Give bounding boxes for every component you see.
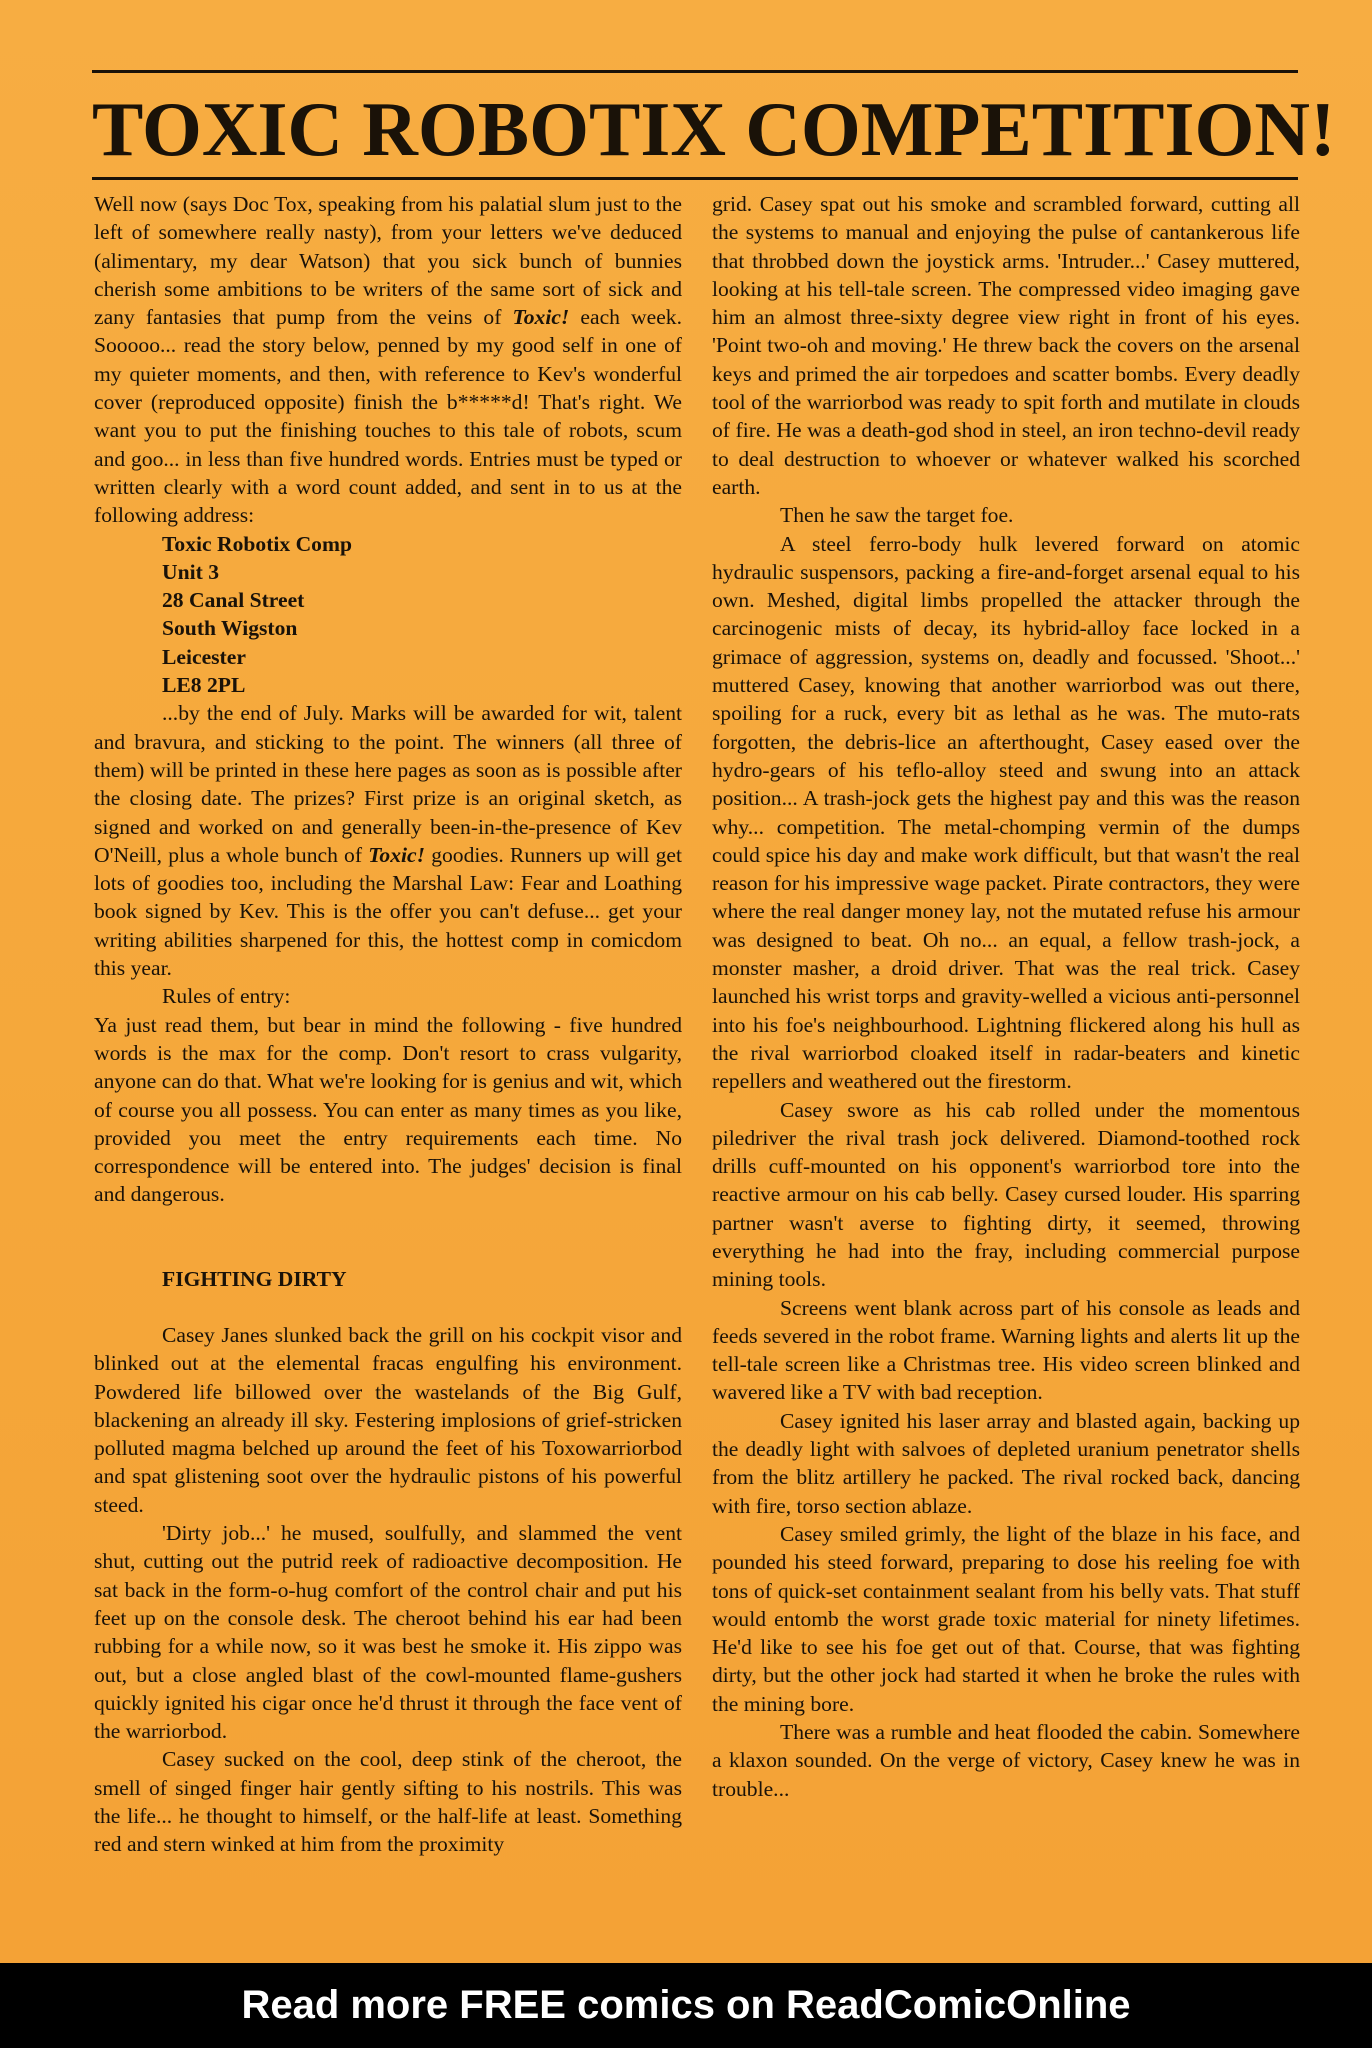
prizes-paragraph [94,699,682,982]
intro-paragraph [94,190,682,530]
prizes-text: ...by the end of July. Marks will be awarded for wit, talent and bravura, and sticking to the point. The winners (all three of them) will be printed in these here pages as soon as is possible after the closing date. The prizes? First prize is an original sketch, as signed and worked on and generally been-in-the-presence of Kev O'Neill, plus a whole bunch of [94,701,682,867]
intro-text: each week. Sooooo... read the story below, penned by my good self in one of my quieter moments, and then, with reference to Kev's wonderful cover (reproduced opposite) finish the b*****d! That's right. We want you to put the finishing touches to this tale of robots, scum and goo... in less than five hundred words. Entries must be typed or written clearly with a word count added, and sent in to us at the following address: [94,305,682,528]
address-line: Unit 3 [162,559,219,584]
story-paragraph: Casey ignited his laser array and blasted again, backing up the deadly light with salvoes of depleted uranium penetrator shells from the blitz artillery he packed. The rival rocked back, dancing with fire, torso section ablaze. [712,1408,1300,1518]
title-rule-bottom [92,177,1298,180]
address-line: Leicester [162,644,246,669]
story-paragraph: A steel ferro-body hulk levered forward on atomic hydraulic suspensors, packing a fire-and-forget arsenal equal to his own. Meshed, digital limbs propelled the attacker through the carcinogenic mists of decay, its hybrid-alloy face locked in a grimace of aggression, systems on, deadly and focussed. 'Shoot...' muttered Casey, knowing that another warriorbod was out there, spoiling for a ruck, every bit as lethal as he was. The muto-rats forgotten, the debris-lice an afterthought, Casey eased over the hydro-gears of his teflo-alloy steed and swung into an attack position... A trash-jock gets the highest pay and this was the reason why... competition. The metal-chomping vermin of the dumps could spice his day and make work difficult, but that wasn't the real reason for his impressive wage packet. Pirate contractors, they were where the real danger money lay, not the mutated refuse his armour was designed to beat. Oh no... an equal, a fellow trash-jock, a monster masher, a droid driver. That was the real trick. Casey launched his wrist torps and gravity-welled a vicious anti-personnel into his foe's neighbourhood. Lightning flickered along his hull as the rival warriorbod cloaked itself in radar-beaters and kinetic repellers and weathered out the firestorm. [712,531,1300,1094]
address-line: Toxic Robotix Comp [162,531,352,556]
story-paragraph: Casey smiled grimly, the light of the blaze in his face, and pounded his steed forward, preparing to dose his reeling foe with tons of quick-set containment sealant from his belly vats. That stuff would entomb the worst grade toxic material for ninety lifetimes. He'd like to see his foe get out of that. Course, that was fighting dirty, but the other jock had started it when he broke the rules with the mining bore. [712,1521,1300,1716]
story-paragraph: There was a rumble and heat flooded the cabin. Somewhere a klaxon sounded. On the verge of victory, Casey knew he was in trouble... [712,1720,1300,1801]
address-line: South Wigston [162,616,298,641]
address-line: LE8 2PL [162,673,246,698]
story-paragraph: Casey sucked on the cool, deep stink of the cheroot, the smell of singed finger hair gently sifting to his nostrils. This was the life... he thought to himself, or the half-life at least. Something red and stern winked at him from the proximity [94,1747,682,1857]
prizes-text: goodies. Runners up will get lots of goodies too, including the Marshal Law: Fear and Loathing book signed by Kev. This is the offer you can't defuse... get your writing abilities sharpened for this, the hottest comp in comicdom this year. [94,842,682,981]
footer-banner-link[interactable]: Read more FREE comics on ReadComicOnline [0,1963,1372,2048]
left-column [94,190,682,1859]
toxic-title: Toxic! [512,305,570,330]
story-paragraph: Then he saw the target foe. [780,503,1014,528]
page-title: TOXIC ROBOTIX COMPETITION! [92,86,1336,172]
address-line: 28 Canal Street [162,588,305,613]
address-block [94,530,682,700]
story-paragraph: grid. Casey spat out his smoke and scrambled forward, cutting all the systems to manual and enjoying the pulse of cantankerous life that throbbed down the joystick arms. 'Intruder...' Casey muttered, looking at his tell-tale screen. The compressed video imaging gave him an almost three-sixty degree view right in front of his eyes. 'Point two-oh and moving.' He threw back the covers on the arsenal keys and primed the air torpedoes and scatter bombs. Every deadly tool of the warriorbod was ready to spit forth and mutilate in clouds of fire. He was a death-god shod in steel, an iron techno-devil ready to deal destruction to whoever or whatever walked his scorched earth. [712,192,1300,499]
rules-paragraph: Ya just read them, but bear in mind the following - five hundred words is the max for the comp. Don't resort to crass vulgarity, anyone can do that. What we're looking for is genius and wit, which of course you all possess. You can enter as many times as you like, provided you meet the entry requirements each time. No correspondence will be entered into. The judges' decision is final and dangerous. [94,1012,682,1207]
right-column [712,190,1300,1803]
story-paragraph: Casey swore as his cab rolled under the momentous piledriver the rival trash jock delivered. Diamond-toothed rock drills cuff-mounted on his opponent's warriorbod tore into the reactive armour on his cab belly. Casey cursed louder. His sparring partner wasn't averse to fighting dirty, it seemed, throwing everything he had into the fray, including commercial purpose mining tools. [712,1097,1300,1292]
rules-label: Rules of entry: [162,984,291,1009]
story-paragraph: Casey Janes slunked back the grill on his cockpit visor and blinked out at the elemental fracas engulfing his environment. Powdered life billowed over the wastelands of the Big Gulf, blackening an already ill sky. Festering implosions of grief-stricken polluted magma belched up around the feet of his Toxowarriorbod and spat glistening soot over the hydraulic pistons of his powerful steed. [94,1322,682,1517]
toxic-title: Toxic! [368,842,426,867]
story-paragraph: 'Dirty job...' he mused, soulfully, and slammed the vent shut, cutting out the putrid reek of radioactive decomposition. He sat back in the form-o-hug comfort of the control chair and put his feet up on the console desk. The cheroot behind his ear had been rubbing for a while now, so it was best he smoke it. His zippo was out, but a close angled blast of the cowl-mounted flame-gushers quickly ignited his cigar once he'd thrust it through the face vent of the warriorbod. [94,1521,682,1744]
title-rule-top [92,70,1298,73]
story-paragraph: Screens went blank across part of his console as leads and feeds severed in the robot frame. Warning lights and alerts lit up the tell-tale screen like a Christmas tree. His video screen blinked and wavered like a TV with bad reception. [712,1295,1300,1405]
intro-text: Well now (says Doc Tox, speaking from his palatial slum just to the left of somewhere really nasty), from your letters we've deduced (alimentary, my dear Watson) that you sick bunch of bunnies cherish some ambitions to be writers of the same sort of sick and zany fantasies that pump from the veins of [94,192,682,330]
story-heading: FIGHTING DIRTY [162,1266,347,1291]
